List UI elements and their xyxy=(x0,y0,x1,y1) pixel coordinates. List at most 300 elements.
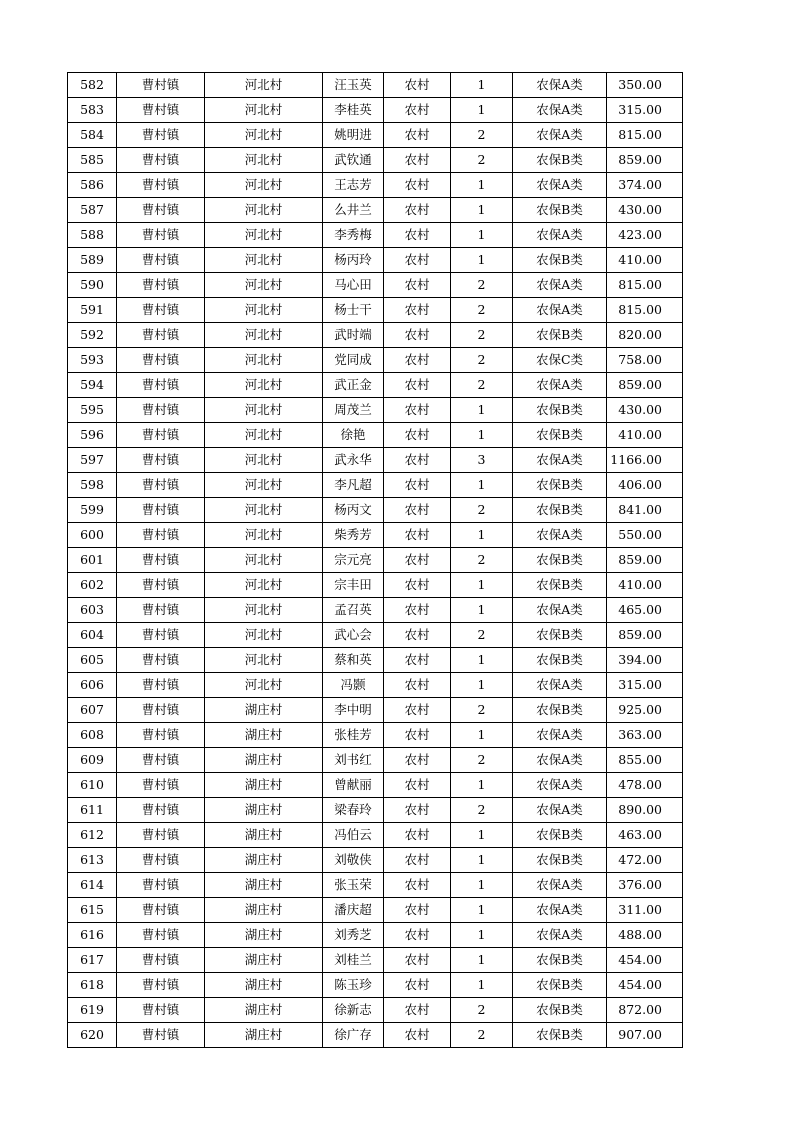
table-row xyxy=(68,723,683,748)
amount-cell: 410.00 xyxy=(607,423,683,448)
person-count-cell: 1 xyxy=(451,248,513,273)
amount-cell: 841.00 xyxy=(607,498,683,523)
name-cell: 徐新志 xyxy=(323,998,384,1023)
town-cell: 曹村镇 xyxy=(117,323,205,348)
village-cell: 河北村 xyxy=(205,323,323,348)
person-count-cell: 1 xyxy=(451,973,513,998)
town-cell: 曹村镇 xyxy=(117,498,205,523)
category-cell: 农保A类 xyxy=(513,223,607,248)
village-cell: 湖庄村 xyxy=(205,748,323,773)
row-number: 616 xyxy=(68,923,117,948)
amount-cell: 315.00 xyxy=(607,673,683,698)
table-row xyxy=(68,473,683,498)
village-cell: 河北村 xyxy=(205,648,323,673)
name-cell: 冯颢 xyxy=(323,673,384,698)
name-cell: 周茂兰 xyxy=(323,398,384,423)
amount-cell: 406.00 xyxy=(607,473,683,498)
village-cell: 河北村 xyxy=(205,198,323,223)
table-row xyxy=(68,448,683,473)
row-number: 592 xyxy=(68,323,117,348)
category-cell: 农保A类 xyxy=(513,673,607,698)
category-cell: 农保A类 xyxy=(513,748,607,773)
name-cell: 杨丙玲 xyxy=(323,248,384,273)
household-type-cell: 农村 xyxy=(384,723,451,748)
person-count-cell: 1 xyxy=(451,523,513,548)
town-cell: 曹村镇 xyxy=(117,623,205,648)
town-cell: 曹村镇 xyxy=(117,873,205,898)
person-count-cell: 2 xyxy=(451,323,513,348)
row-number: 606 xyxy=(68,673,117,698)
person-count-cell: 1 xyxy=(451,898,513,923)
household-type-cell: 农村 xyxy=(384,823,451,848)
table-row xyxy=(68,973,683,998)
household-type-cell: 农村 xyxy=(384,923,451,948)
category-cell: 农保B类 xyxy=(513,623,607,648)
village-cell: 湖庄村 xyxy=(205,973,323,998)
table-row xyxy=(68,73,683,98)
name-cell: 么井兰 xyxy=(323,198,384,223)
household-type-cell: 农村 xyxy=(384,423,451,448)
household-type-cell: 农村 xyxy=(384,298,451,323)
town-cell: 曹村镇 xyxy=(117,348,205,373)
village-cell: 河北村 xyxy=(205,273,323,298)
amount-cell: 859.00 xyxy=(607,148,683,173)
name-cell: 武心会 xyxy=(323,623,384,648)
town-cell: 曹村镇 xyxy=(117,748,205,773)
amount-cell: 410.00 xyxy=(607,573,683,598)
amount-cell: 859.00 xyxy=(607,548,683,573)
table-row xyxy=(68,823,683,848)
person-count-cell: 2 xyxy=(451,348,513,373)
category-cell: 农保A类 xyxy=(513,298,607,323)
household-type-cell: 农村 xyxy=(384,498,451,523)
name-cell: 柴秀芳 xyxy=(323,523,384,548)
category-cell: 农保B类 xyxy=(513,498,607,523)
name-cell: 刘秀芝 xyxy=(323,923,384,948)
category-cell: 农保A类 xyxy=(513,273,607,298)
town-cell: 曹村镇 xyxy=(117,298,205,323)
row-number: 584 xyxy=(68,123,117,148)
person-count-cell: 1 xyxy=(451,573,513,598)
table-row xyxy=(68,673,683,698)
village-cell: 河北村 xyxy=(205,548,323,573)
town-cell: 曹村镇 xyxy=(117,973,205,998)
table-row xyxy=(68,298,683,323)
name-cell: 曾献丽 xyxy=(323,773,384,798)
table-row xyxy=(68,523,683,548)
village-cell: 湖庄村 xyxy=(205,948,323,973)
row-number: 593 xyxy=(68,348,117,373)
person-count-cell: 1 xyxy=(451,923,513,948)
row-number: 620 xyxy=(68,1023,117,1048)
household-type-cell: 农村 xyxy=(384,223,451,248)
row-number: 619 xyxy=(68,998,117,1023)
name-cell: 孟召英 xyxy=(323,598,384,623)
village-cell: 河北村 xyxy=(205,98,323,123)
table-row xyxy=(68,123,683,148)
table-row xyxy=(68,623,683,648)
household-type-cell: 农村 xyxy=(384,948,451,973)
household-type-cell: 农村 xyxy=(384,73,451,98)
person-count-cell: 2 xyxy=(451,498,513,523)
village-cell: 河北村 xyxy=(205,173,323,198)
category-cell: 农保B类 xyxy=(513,573,607,598)
household-type-cell: 农村 xyxy=(384,273,451,298)
town-cell: 曹村镇 xyxy=(117,173,205,198)
village-cell: 河北村 xyxy=(205,248,323,273)
household-type-cell: 农村 xyxy=(384,448,451,473)
amount-cell: 820.00 xyxy=(607,323,683,348)
name-cell: 陈玉珍 xyxy=(323,973,384,998)
household-type-cell: 农村 xyxy=(384,598,451,623)
amount-cell: 363.00 xyxy=(607,723,683,748)
amount-cell: 315.00 xyxy=(607,98,683,123)
row-number: 586 xyxy=(68,173,117,198)
village-cell: 河北村 xyxy=(205,223,323,248)
name-cell: 张桂芳 xyxy=(323,723,384,748)
category-cell: 农保B类 xyxy=(513,398,607,423)
amount-cell: 815.00 xyxy=(607,273,683,298)
amount-cell: 855.00 xyxy=(607,748,683,773)
household-type-cell: 农村 xyxy=(384,898,451,923)
table-row xyxy=(68,323,683,348)
person-count-cell: 3 xyxy=(451,448,513,473)
household-type-cell: 农村 xyxy=(384,748,451,773)
household-type-cell: 农村 xyxy=(384,398,451,423)
name-cell: 党同成 xyxy=(323,348,384,373)
town-cell: 曹村镇 xyxy=(117,398,205,423)
name-cell: 杨丙文 xyxy=(323,498,384,523)
person-count-cell: 1 xyxy=(451,848,513,873)
category-cell: 农保A类 xyxy=(513,923,607,948)
person-count-cell: 1 xyxy=(451,473,513,498)
row-number: 594 xyxy=(68,373,117,398)
town-cell: 曹村镇 xyxy=(117,548,205,573)
row-number: 612 xyxy=(68,823,117,848)
category-cell: 农保A类 xyxy=(513,373,607,398)
name-cell: 李桂英 xyxy=(323,98,384,123)
household-type-cell: 农村 xyxy=(384,848,451,873)
town-cell: 曹村镇 xyxy=(117,1023,205,1048)
category-cell: 农保B类 xyxy=(513,198,607,223)
category-cell: 农保C类 xyxy=(513,348,607,373)
amount-cell: 311.00 xyxy=(607,898,683,923)
person-count-cell: 2 xyxy=(451,748,513,773)
row-number: 595 xyxy=(68,398,117,423)
amount-cell: 350.00 xyxy=(607,73,683,98)
row-number: 601 xyxy=(68,548,117,573)
village-cell: 湖庄村 xyxy=(205,723,323,748)
row-number: 582 xyxy=(68,73,117,98)
row-number: 587 xyxy=(68,198,117,223)
amount-cell: 374.00 xyxy=(607,173,683,198)
household-type-cell: 农村 xyxy=(384,523,451,548)
person-count-cell: 1 xyxy=(451,398,513,423)
town-cell: 曹村镇 xyxy=(117,148,205,173)
household-type-cell: 农村 xyxy=(384,623,451,648)
town-cell: 曹村镇 xyxy=(117,473,205,498)
amount-cell: 1166.00 xyxy=(607,448,683,473)
category-cell: 农保B类 xyxy=(513,948,607,973)
category-cell: 农保B类 xyxy=(513,973,607,998)
household-type-cell: 农村 xyxy=(384,123,451,148)
category-cell: 农保A类 xyxy=(513,523,607,548)
name-cell: 刘书红 xyxy=(323,748,384,773)
person-count-cell: 2 xyxy=(451,273,513,298)
table-row xyxy=(68,923,683,948)
town-cell: 曹村镇 xyxy=(117,773,205,798)
village-cell: 河北村 xyxy=(205,498,323,523)
household-type-cell: 农村 xyxy=(384,1023,451,1048)
town-cell: 曹村镇 xyxy=(117,723,205,748)
person-count-cell: 2 xyxy=(451,798,513,823)
table-row xyxy=(68,773,683,798)
row-number: 589 xyxy=(68,248,117,273)
row-number: 585 xyxy=(68,148,117,173)
name-cell: 武时端 xyxy=(323,323,384,348)
town-cell: 曹村镇 xyxy=(117,98,205,123)
town-cell: 曹村镇 xyxy=(117,598,205,623)
benefit-roster-table xyxy=(67,72,683,1048)
amount-cell: 423.00 xyxy=(607,223,683,248)
amount-cell: 463.00 xyxy=(607,823,683,848)
row-number: 609 xyxy=(68,748,117,773)
town-cell: 曹村镇 xyxy=(117,848,205,873)
amount-cell: 872.00 xyxy=(607,998,683,1023)
name-cell: 宗元亮 xyxy=(323,548,384,573)
household-type-cell: 农村 xyxy=(384,173,451,198)
table-row xyxy=(68,1023,683,1048)
category-cell: 农保A类 xyxy=(513,798,607,823)
amount-cell: 410.00 xyxy=(607,248,683,273)
town-cell: 曹村镇 xyxy=(117,198,205,223)
category-cell: 农保B类 xyxy=(513,1023,607,1048)
village-cell: 湖庄村 xyxy=(205,698,323,723)
amount-cell: 907.00 xyxy=(607,1023,683,1048)
table-row xyxy=(68,373,683,398)
row-number: 604 xyxy=(68,623,117,648)
table-row xyxy=(68,423,683,448)
village-cell: 湖庄村 xyxy=(205,848,323,873)
category-cell: 农保B类 xyxy=(513,473,607,498)
amount-cell: 488.00 xyxy=(607,923,683,948)
name-cell: 武永华 xyxy=(323,448,384,473)
table-body xyxy=(68,73,683,1048)
town-cell: 曹村镇 xyxy=(117,823,205,848)
row-number: 603 xyxy=(68,598,117,623)
name-cell: 冯伯云 xyxy=(323,823,384,848)
village-cell: 河北村 xyxy=(205,673,323,698)
village-cell: 河北村 xyxy=(205,373,323,398)
person-count-cell: 2 xyxy=(451,1023,513,1048)
category-cell: 农保B类 xyxy=(513,323,607,348)
category-cell: 农保B类 xyxy=(513,848,607,873)
table-row xyxy=(68,273,683,298)
category-cell: 农保B类 xyxy=(513,998,607,1023)
town-cell: 曹村镇 xyxy=(117,948,205,973)
name-cell: 梁春玲 xyxy=(323,798,384,823)
person-count-cell: 2 xyxy=(451,698,513,723)
row-number: 607 xyxy=(68,698,117,723)
category-cell: 农保A类 xyxy=(513,98,607,123)
row-number: 600 xyxy=(68,523,117,548)
table-row xyxy=(68,148,683,173)
town-cell: 曹村镇 xyxy=(117,423,205,448)
category-cell: 农保B类 xyxy=(513,248,607,273)
household-type-cell: 农村 xyxy=(384,148,451,173)
amount-cell: 550.00 xyxy=(607,523,683,548)
person-count-cell: 2 xyxy=(451,548,513,573)
village-cell: 湖庄村 xyxy=(205,898,323,923)
table-row xyxy=(68,748,683,773)
amount-cell: 859.00 xyxy=(607,373,683,398)
person-count-cell: 1 xyxy=(451,648,513,673)
village-cell: 河北村 xyxy=(205,623,323,648)
table-row xyxy=(68,848,683,873)
amount-cell: 465.00 xyxy=(607,598,683,623)
row-number: 614 xyxy=(68,873,117,898)
category-cell: 农保A类 xyxy=(513,173,607,198)
amount-cell: 454.00 xyxy=(607,948,683,973)
person-count-cell: 1 xyxy=(451,948,513,973)
amount-cell: 890.00 xyxy=(607,798,683,823)
row-number: 591 xyxy=(68,298,117,323)
table-row xyxy=(68,798,683,823)
table-row xyxy=(68,173,683,198)
household-type-cell: 农村 xyxy=(384,873,451,898)
category-cell: 农保B类 xyxy=(513,548,607,573)
village-cell: 河北村 xyxy=(205,423,323,448)
village-cell: 河北村 xyxy=(205,598,323,623)
person-count-cell: 1 xyxy=(451,198,513,223)
town-cell: 曹村镇 xyxy=(117,448,205,473)
amount-cell: 454.00 xyxy=(607,973,683,998)
town-cell: 曹村镇 xyxy=(117,73,205,98)
table-row xyxy=(68,948,683,973)
name-cell: 武正金 xyxy=(323,373,384,398)
village-cell: 湖庄村 xyxy=(205,798,323,823)
village-cell: 河北村 xyxy=(205,148,323,173)
name-cell: 王志芳 xyxy=(323,173,384,198)
town-cell: 曹村镇 xyxy=(117,673,205,698)
village-cell: 河北村 xyxy=(205,73,323,98)
household-type-cell: 农村 xyxy=(384,98,451,123)
name-cell: 李秀梅 xyxy=(323,223,384,248)
name-cell: 杨士干 xyxy=(323,298,384,323)
table-row xyxy=(68,98,683,123)
row-number: 605 xyxy=(68,648,117,673)
name-cell: 徐艳 xyxy=(323,423,384,448)
name-cell: 刘敬侠 xyxy=(323,848,384,873)
table-row xyxy=(68,498,683,523)
village-cell: 河北村 xyxy=(205,573,323,598)
town-cell: 曹村镇 xyxy=(117,523,205,548)
town-cell: 曹村镇 xyxy=(117,798,205,823)
village-cell: 河北村 xyxy=(205,473,323,498)
row-number: 608 xyxy=(68,723,117,748)
category-cell: 农保A类 xyxy=(513,723,607,748)
name-cell: 汪玉英 xyxy=(323,73,384,98)
household-type-cell: 农村 xyxy=(384,548,451,573)
row-number: 615 xyxy=(68,898,117,923)
row-number: 588 xyxy=(68,223,117,248)
row-number: 598 xyxy=(68,473,117,498)
town-cell: 曹村镇 xyxy=(117,248,205,273)
table-row xyxy=(68,998,683,1023)
household-type-cell: 农村 xyxy=(384,573,451,598)
name-cell: 李中明 xyxy=(323,698,384,723)
name-cell: 刘桂兰 xyxy=(323,948,384,973)
person-count-cell: 1 xyxy=(451,723,513,748)
person-count-cell: 2 xyxy=(451,623,513,648)
amount-cell: 394.00 xyxy=(607,648,683,673)
village-cell: 河北村 xyxy=(205,298,323,323)
name-cell: 姚明进 xyxy=(323,123,384,148)
table-row xyxy=(68,698,683,723)
household-type-cell: 农村 xyxy=(384,698,451,723)
household-type-cell: 农村 xyxy=(384,248,451,273)
person-count-cell: 1 xyxy=(451,423,513,448)
row-number: 611 xyxy=(68,798,117,823)
name-cell: 马心田 xyxy=(323,273,384,298)
table-row xyxy=(68,598,683,623)
category-cell: 农保A类 xyxy=(513,898,607,923)
table-row xyxy=(68,573,683,598)
household-type-cell: 农村 xyxy=(384,348,451,373)
table-row xyxy=(68,548,683,573)
table-row xyxy=(68,348,683,373)
row-number: 602 xyxy=(68,573,117,598)
person-count-cell: 1 xyxy=(451,73,513,98)
village-cell: 湖庄村 xyxy=(205,998,323,1023)
amount-cell: 430.00 xyxy=(607,198,683,223)
person-count-cell: 2 xyxy=(451,998,513,1023)
town-cell: 曹村镇 xyxy=(117,223,205,248)
name-cell: 宗丰田 xyxy=(323,573,384,598)
town-cell: 曹村镇 xyxy=(117,573,205,598)
town-cell: 曹村镇 xyxy=(117,273,205,298)
amount-cell: 478.00 xyxy=(607,773,683,798)
amount-cell: 925.00 xyxy=(607,698,683,723)
person-count-cell: 1 xyxy=(451,673,513,698)
person-count-cell: 2 xyxy=(451,298,513,323)
town-cell: 曹村镇 xyxy=(117,698,205,723)
person-count-cell: 1 xyxy=(451,223,513,248)
row-number: 597 xyxy=(68,448,117,473)
table-row xyxy=(68,248,683,273)
village-cell: 湖庄村 xyxy=(205,923,323,948)
amount-cell: 376.00 xyxy=(607,873,683,898)
village-cell: 湖庄村 xyxy=(205,873,323,898)
category-cell: 农保A类 xyxy=(513,598,607,623)
village-cell: 河北村 xyxy=(205,448,323,473)
table-row xyxy=(68,223,683,248)
person-count-cell: 1 xyxy=(451,98,513,123)
table-row xyxy=(68,648,683,673)
town-cell: 曹村镇 xyxy=(117,998,205,1023)
category-cell: 农保A类 xyxy=(513,73,607,98)
household-type-cell: 农村 xyxy=(384,473,451,498)
amount-cell: 430.00 xyxy=(607,398,683,423)
amount-cell: 815.00 xyxy=(607,123,683,148)
row-number: 583 xyxy=(68,98,117,123)
village-cell: 河北村 xyxy=(205,123,323,148)
category-cell: 农保B类 xyxy=(513,823,607,848)
town-cell: 曹村镇 xyxy=(117,898,205,923)
table-row xyxy=(68,398,683,423)
name-cell: 蔡和英 xyxy=(323,648,384,673)
row-number: 618 xyxy=(68,973,117,998)
